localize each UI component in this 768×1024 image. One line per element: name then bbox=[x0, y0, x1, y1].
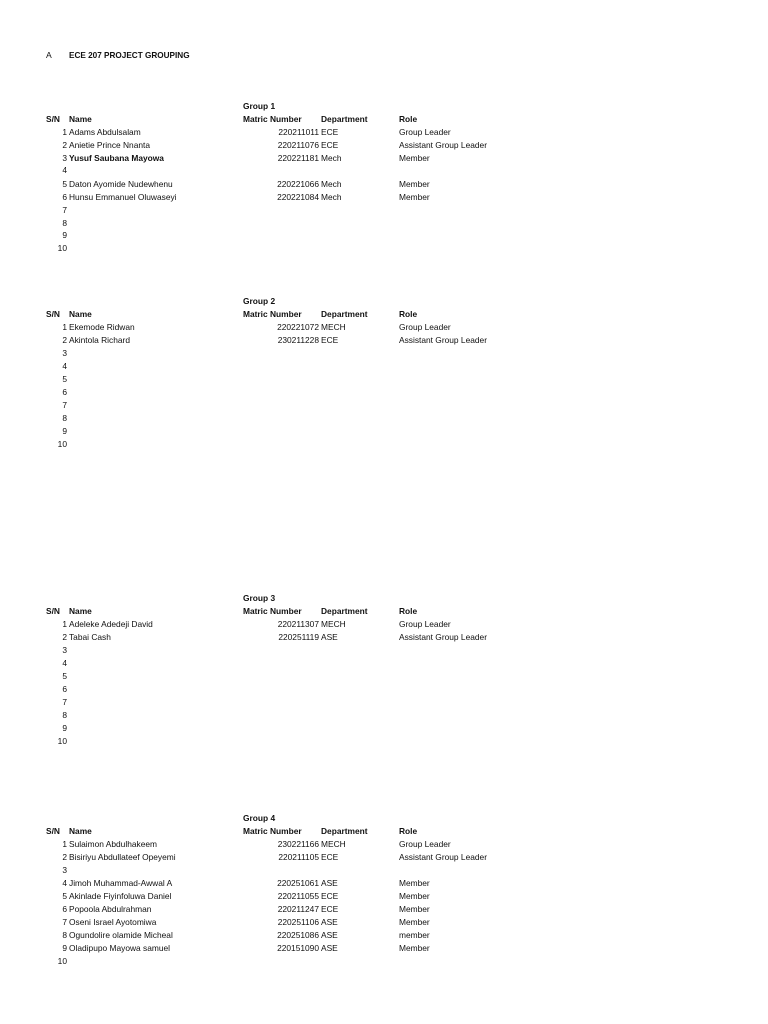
table-row bbox=[0, 852, 768, 865]
cell-department: Mech bbox=[321, 152, 342, 163]
document-title: ECE 207 PROJECT GROUPING bbox=[69, 51, 190, 60]
cell-matric-number: 220211307 bbox=[277, 619, 319, 629]
cell-sn: 5 bbox=[62, 374, 67, 384]
cell-name: Ekemode Ridwan bbox=[69, 322, 135, 332]
cell-sn: 3 bbox=[62, 348, 67, 358]
cell-sn: 10 bbox=[57, 439, 67, 449]
cell-role: Assistant Group Leader bbox=[399, 852, 487, 862]
cell-matric-number: 220221066 bbox=[277, 179, 319, 190]
cell-sn: 2 bbox=[62, 852, 67, 862]
table-row bbox=[0, 891, 768, 904]
table-row bbox=[0, 684, 768, 697]
group-rows bbox=[0, 127, 768, 256]
cell-department: ECE bbox=[321, 852, 339, 862]
header-name: Name bbox=[69, 826, 92, 836]
cell-role: Member bbox=[399, 152, 430, 163]
table-row bbox=[0, 165, 768, 179]
cell-role: Group Leader bbox=[399, 619, 451, 629]
group-title: Group 2 bbox=[243, 296, 276, 306]
table-row bbox=[0, 179, 768, 192]
header-sn: S/N bbox=[46, 309, 60, 319]
table-row bbox=[0, 205, 768, 218]
cell-sn: 10 bbox=[57, 956, 67, 966]
cell-sn: 3 bbox=[62, 152, 67, 163]
header-name: Name bbox=[69, 114, 92, 124]
cell-department: ECE bbox=[321, 140, 339, 150]
group-title: Group 3 bbox=[243, 593, 276, 603]
cell-sn: 9 bbox=[62, 426, 67, 436]
header-department: Department bbox=[321, 309, 368, 319]
cell-sn: 5 bbox=[62, 891, 67, 901]
cell-department: ECE bbox=[321, 904, 339, 914]
group-rows bbox=[0, 322, 768, 452]
header-matric-number: Matric Number bbox=[243, 606, 302, 616]
table-row bbox=[0, 658, 768, 671]
cell-matric-number: 220221084 bbox=[277, 191, 319, 202]
group-title: Group 1 bbox=[243, 101, 276, 111]
table-row bbox=[0, 361, 768, 374]
cell-matric-number: 220151090 bbox=[277, 943, 319, 953]
cell-matric-number: 220251106 bbox=[277, 917, 319, 927]
cell-sn: 9 bbox=[62, 723, 67, 733]
cell-role: Assistant Group Leader bbox=[399, 335, 487, 345]
cell-sn: 3 bbox=[62, 865, 67, 875]
cell-sn: 2 bbox=[62, 140, 67, 150]
header-sn: S/N bbox=[46, 114, 60, 124]
table-row bbox=[0, 348, 768, 361]
header-name: Name bbox=[69, 309, 92, 319]
cell-department: MECH bbox=[321, 839, 346, 849]
cell-matric-number: 220211076 bbox=[277, 140, 319, 150]
cell-name: Adeleke Adedeji David bbox=[69, 619, 153, 629]
cell-name: Adams Abdulsalam bbox=[69, 127, 141, 137]
cell-role: Member bbox=[399, 891, 430, 901]
table-row bbox=[0, 153, 768, 166]
cell-name: Anietie Prince Nnanta bbox=[69, 140, 151, 150]
table-row bbox=[0, 723, 768, 736]
table-row bbox=[0, 645, 768, 658]
table-row bbox=[0, 697, 768, 710]
cell-matric-number: 220251086 bbox=[277, 930, 319, 940]
cell-role: member bbox=[399, 930, 430, 940]
header-role: Role bbox=[399, 114, 418, 124]
header-role: Role bbox=[399, 826, 418, 836]
cell-name: Akintola Richard bbox=[69, 335, 130, 345]
cell-role: Assistant Group Leader bbox=[399, 632, 487, 642]
cell-name: Tabai Cash bbox=[69, 632, 111, 642]
corner-label: A bbox=[46, 50, 52, 60]
cell-sn: 4 bbox=[62, 361, 67, 371]
cell-sn: 9 bbox=[62, 943, 67, 953]
cell-sn: 5 bbox=[62, 671, 67, 681]
cell-department: Mech bbox=[321, 179, 342, 190]
cell-sn: 6 bbox=[62, 904, 67, 914]
table-row bbox=[0, 230, 768, 243]
table-row bbox=[0, 865, 768, 878]
cell-name: Oladipupo Mayowa samuel bbox=[69, 943, 171, 953]
table-row bbox=[0, 878, 768, 891]
cell-department: ASE bbox=[321, 943, 338, 953]
table-row bbox=[0, 619, 768, 632]
column-header-row bbox=[0, 114, 768, 126]
cell-matric-number: 220251119 bbox=[278, 632, 319, 642]
cell-role: Member bbox=[399, 904, 430, 914]
table-row bbox=[0, 192, 768, 205]
cell-name: Yusuf Saubana Mayowa bbox=[69, 152, 164, 163]
cell-name: Sulaimon Abdulhakeem bbox=[69, 839, 157, 849]
cell-sn: 4 bbox=[62, 165, 67, 176]
cell-department: ASE bbox=[321, 917, 338, 927]
cell-sn: 4 bbox=[62, 658, 67, 668]
cell-matric-number: 220211011 bbox=[278, 127, 319, 137]
table-row bbox=[0, 671, 768, 684]
cell-sn: 10 bbox=[57, 736, 67, 746]
cell-sn: 6 bbox=[62, 387, 67, 397]
header-department: Department bbox=[321, 826, 368, 836]
cell-name: Daton Ayomide Nudewhenu bbox=[69, 179, 173, 190]
table-row bbox=[0, 956, 768, 969]
header-sn: S/N bbox=[46, 606, 60, 616]
cell-matric-number: 230221166 bbox=[277, 839, 319, 849]
table-row bbox=[0, 413, 768, 426]
cell-role: Member bbox=[399, 943, 430, 953]
cell-department: MECH bbox=[321, 322, 346, 332]
cell-name: Ogundolire olamide Micheal bbox=[69, 930, 173, 940]
cell-sn: 10 bbox=[57, 242, 67, 253]
cell-matric-number: 220211055 bbox=[277, 891, 319, 901]
cell-sn: 1 bbox=[62, 839, 67, 849]
cell-name: Jimoh Muhammad-Awwal A bbox=[69, 878, 173, 888]
cell-sn: 8 bbox=[62, 413, 67, 423]
cell-sn: 7 bbox=[62, 204, 67, 215]
table-row bbox=[0, 839, 768, 852]
table-row bbox=[0, 322, 768, 335]
column-header-row bbox=[0, 606, 768, 618]
cell-role: Assistant Group Leader bbox=[399, 140, 487, 150]
cell-sn: 6 bbox=[62, 191, 67, 202]
cell-role: Group Leader bbox=[399, 322, 451, 332]
cell-sn: 8 bbox=[62, 217, 67, 228]
cell-department: ECE bbox=[321, 335, 339, 345]
cell-matric-number: 220251061 bbox=[277, 878, 319, 888]
group-rows bbox=[0, 839, 768, 969]
table-row bbox=[0, 943, 768, 956]
column-header-row bbox=[0, 826, 768, 838]
cell-sn: 2 bbox=[62, 632, 67, 642]
group-title: Group 4 bbox=[243, 813, 276, 823]
table-row bbox=[0, 243, 768, 256]
table-row bbox=[0, 710, 768, 723]
cell-name: Hunsu Emmanuel Oluwaseyi bbox=[69, 191, 177, 202]
cell-matric-number: 220221181 bbox=[277, 152, 319, 163]
cell-sn: 1 bbox=[62, 322, 67, 332]
cell-matric-number: 230211228 bbox=[277, 335, 319, 345]
cell-sn: 8 bbox=[62, 930, 67, 940]
cell-matric-number: 220211247 bbox=[277, 904, 319, 914]
table-row bbox=[0, 400, 768, 413]
cell-department: ASE bbox=[321, 878, 338, 888]
cell-department: Mech bbox=[321, 191, 342, 202]
cell-role: Group Leader bbox=[399, 127, 451, 137]
cell-name: Oseni Israel Ayotomiwa bbox=[69, 917, 157, 927]
table-row bbox=[0, 218, 768, 231]
cell-department: ASE bbox=[321, 632, 338, 642]
table-row bbox=[0, 335, 768, 348]
column-header-row bbox=[0, 309, 768, 321]
header-matric-number: Matric Number bbox=[243, 114, 302, 124]
header-matric-number: Matric Number bbox=[243, 826, 302, 836]
table-row bbox=[0, 127, 768, 140]
cell-department: ECE bbox=[321, 127, 339, 137]
cell-sn: 5 bbox=[62, 179, 67, 190]
header-role: Role bbox=[399, 309, 418, 319]
cell-department: MECH bbox=[321, 619, 346, 629]
cell-sn: 8 bbox=[62, 710, 67, 720]
cell-matric-number: 220211105 bbox=[278, 852, 319, 862]
cell-sn: 7 bbox=[62, 400, 67, 410]
table-row bbox=[0, 439, 768, 452]
cell-role: Member bbox=[399, 917, 430, 927]
cell-sn: 7 bbox=[62, 917, 67, 927]
table-row bbox=[0, 632, 768, 645]
cell-department: ASE bbox=[321, 930, 338, 940]
table-row bbox=[0, 387, 768, 400]
table-row bbox=[0, 426, 768, 439]
cell-sn: 9 bbox=[62, 230, 67, 241]
table-row bbox=[0, 140, 768, 153]
cell-role: Group Leader bbox=[399, 839, 451, 849]
cell-name: Akinlade Fiyinfoluwa Daniel bbox=[69, 891, 172, 901]
header-matric-number: Matric Number bbox=[243, 309, 302, 319]
cell-department: ECE bbox=[321, 891, 339, 901]
cell-sn: 2 bbox=[62, 335, 67, 345]
cell-role: Member bbox=[399, 191, 430, 202]
cell-sn: 1 bbox=[62, 619, 67, 629]
header-role: Role bbox=[399, 606, 418, 616]
header-name: Name bbox=[69, 606, 92, 616]
cell-name: Popoola Abdulrahman bbox=[69, 904, 152, 914]
table-row bbox=[0, 917, 768, 930]
cell-sn: 7 bbox=[62, 697, 67, 707]
cell-sn: 3 bbox=[62, 645, 67, 655]
group-rows bbox=[0, 619, 768, 749]
header-department: Department bbox=[321, 114, 368, 124]
header-department: Department bbox=[321, 606, 368, 616]
table-row bbox=[0, 736, 768, 749]
cell-matric-number: 220221072 bbox=[277, 322, 319, 332]
cell-role: Member bbox=[399, 179, 430, 190]
cell-role: Member bbox=[399, 878, 430, 888]
table-row bbox=[0, 930, 768, 943]
table-row bbox=[0, 374, 768, 387]
cell-sn: 4 bbox=[62, 878, 67, 888]
cell-sn: 1 bbox=[62, 127, 67, 137]
header-sn: S/N bbox=[46, 826, 60, 836]
table-row bbox=[0, 904, 768, 917]
cell-sn: 6 bbox=[62, 684, 67, 694]
cell-name: Bisiriyu Abdullateef Opeyemi bbox=[69, 852, 176, 862]
